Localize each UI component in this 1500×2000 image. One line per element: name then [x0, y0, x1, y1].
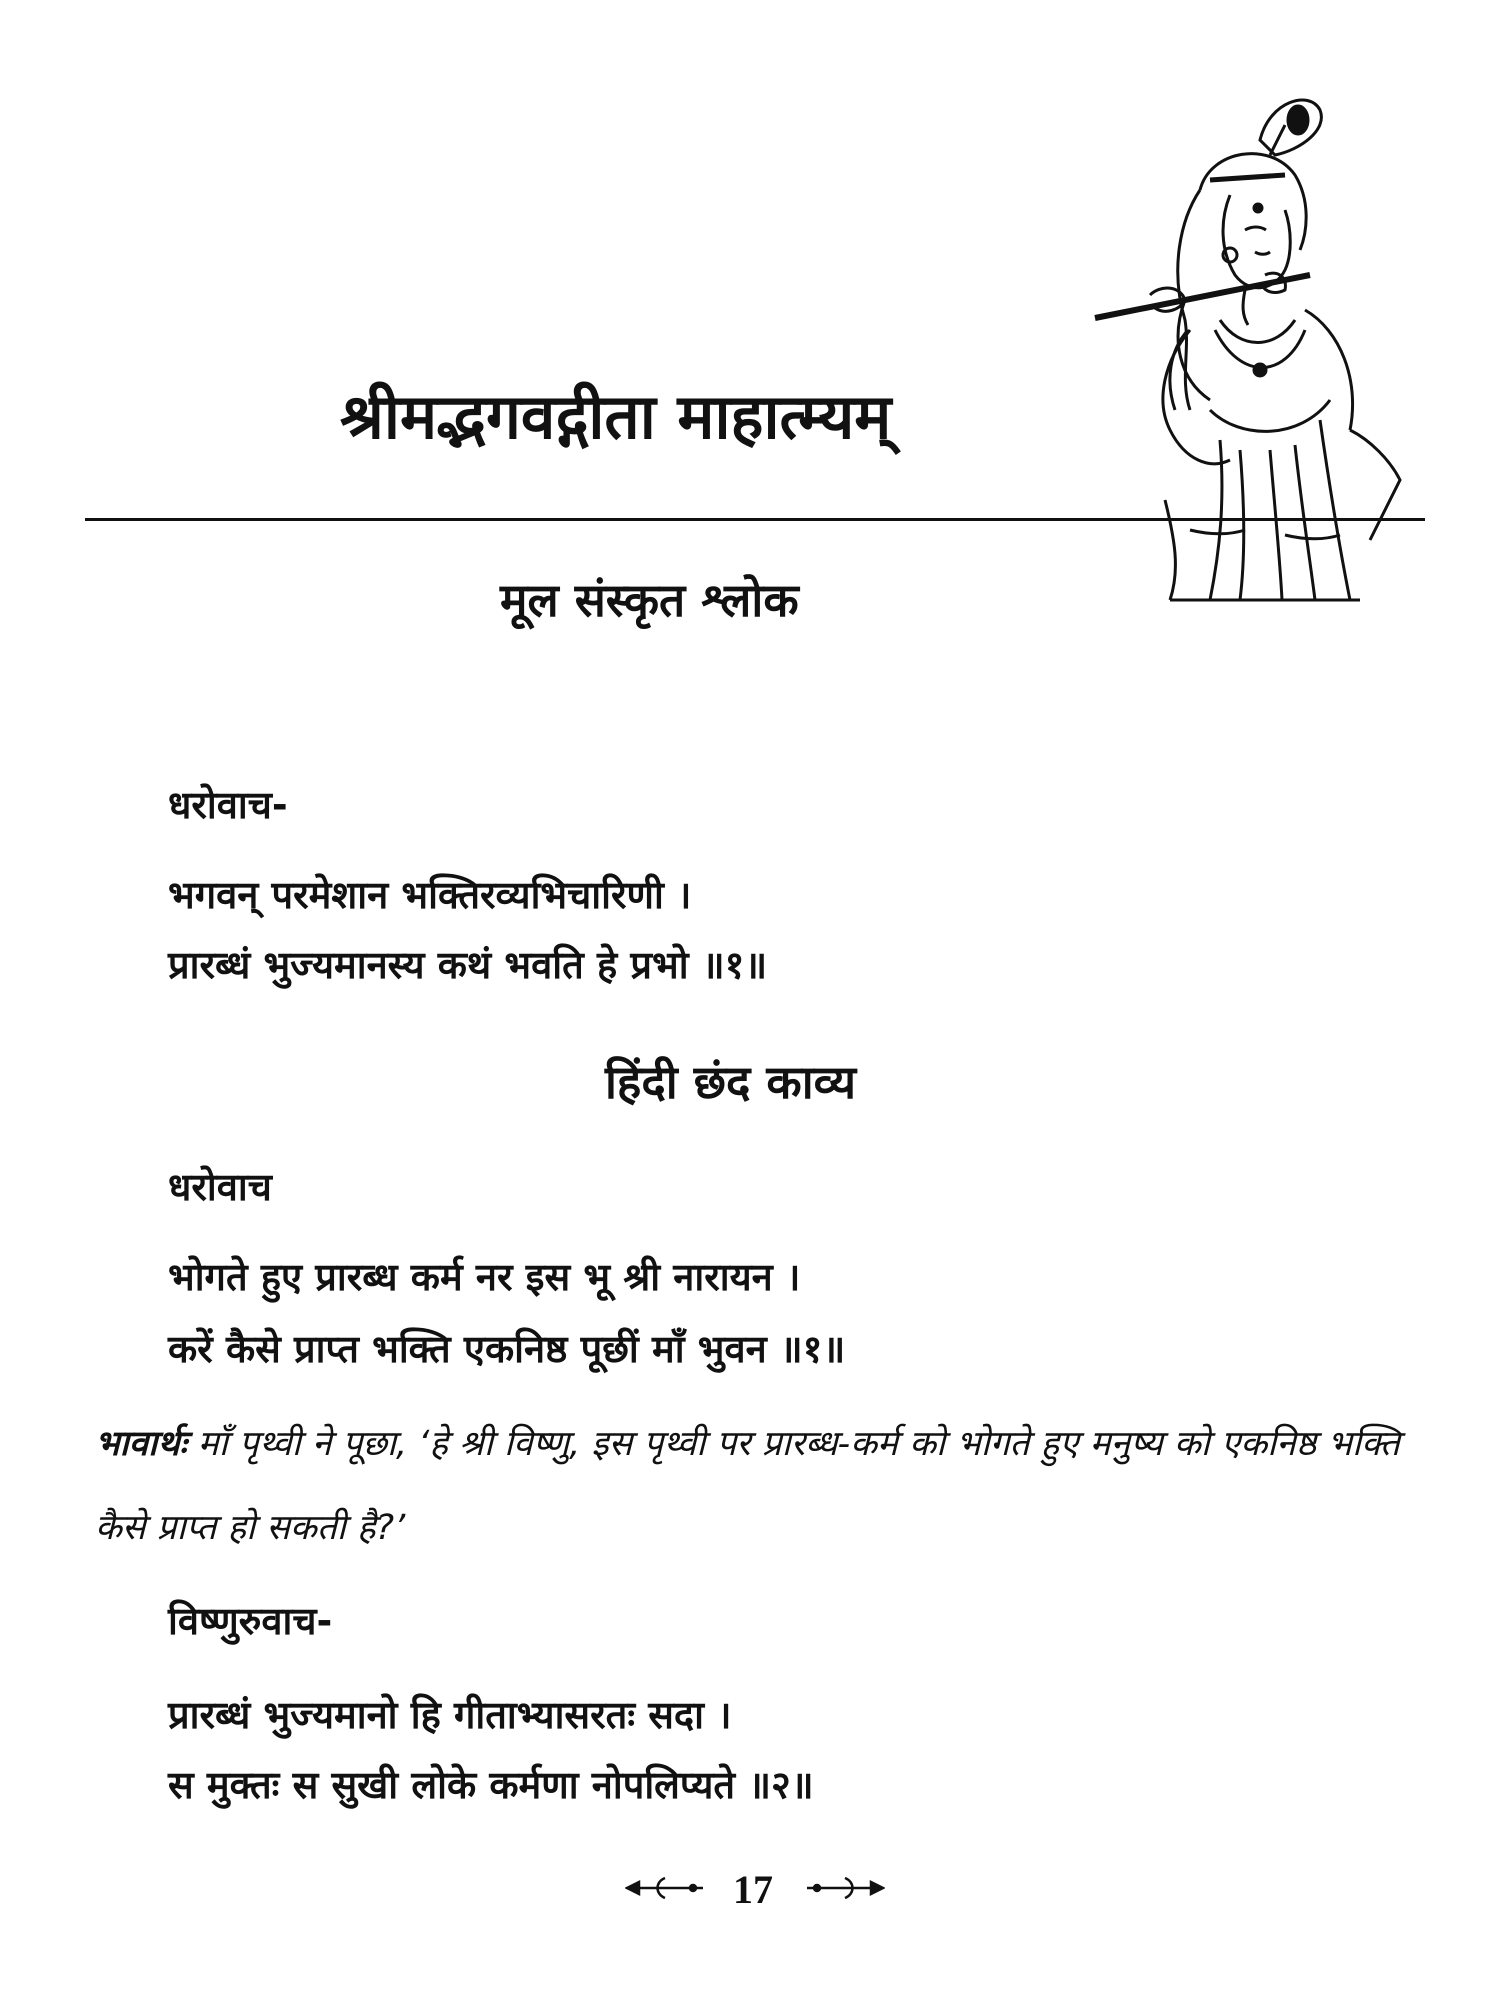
page-number: 17 [733, 1867, 773, 1912]
sanskrit-verse-2-line-2: स मुक्तः स सुखी लोके कर्मणा नोपलिप्यते ॥२॥ [168, 1763, 814, 1807]
hindi-verse-1-line-1: भोगते हुए प्रारब्ध कर्म नर इस भू श्री नारायन । [168, 1255, 801, 1299]
speaker-label-dhara: धरोवाच- [168, 783, 288, 827]
speaker-label-dhara-hindi: धरोवाच [168, 1165, 272, 1209]
sanskrit-verse-2-line-1: प्रारब्धं भुज्यमानो हि गीताभ्यासरतः सदा । [168, 1693, 732, 1737]
sanskrit-verse-1-line-2: प्रारब्धं भुज्यमानस्य कथं भवति हे प्रभो ॥१॥ [168, 943, 768, 987]
bhavarth-paragraph [95, 1402, 1425, 1570]
left-ornament-icon [625, 1870, 705, 1906]
bhavarth-text: माँ पृथ्वी ने पूछा, ‘हे श्री विष्णु, इस पृथ्वी पर प्रारब्ध-कर्म को भोगते हुए मनुष्य को एकनिष्ठ भक्ति कैसे प्राप्त हो सकती है?’ [95, 1424, 1400, 1548]
hindi-verse-1-line-2: करें कैसे प्राप्त भक्ति एकनिष्ठ पूछीं माँ भुवन ॥१॥ [168, 1327, 846, 1371]
speaker-label-vishnu: विष्णुरुवाच- [168, 1599, 333, 1643]
page-title: श्रीमद्भगवद्गीता माहात्म्यम् [340, 380, 892, 453]
krishna-flute-illustration [1070, 80, 1410, 620]
section-heading-hindi-poem: हिंदी छंद काव्य [605, 1055, 857, 1109]
section-subtitle-original-sanskrit: मूल संस्कृत श्लोक [500, 573, 799, 627]
page-footer [625, 1864, 885, 1914]
right-ornament-icon [805, 1870, 885, 1906]
bhavarth-label: भावार्थः [95, 1424, 187, 1464]
sanskrit-verse-1-line-1: भगवन् परमेशान भक्तिरव्यभिचारिणी । [168, 873, 692, 917]
